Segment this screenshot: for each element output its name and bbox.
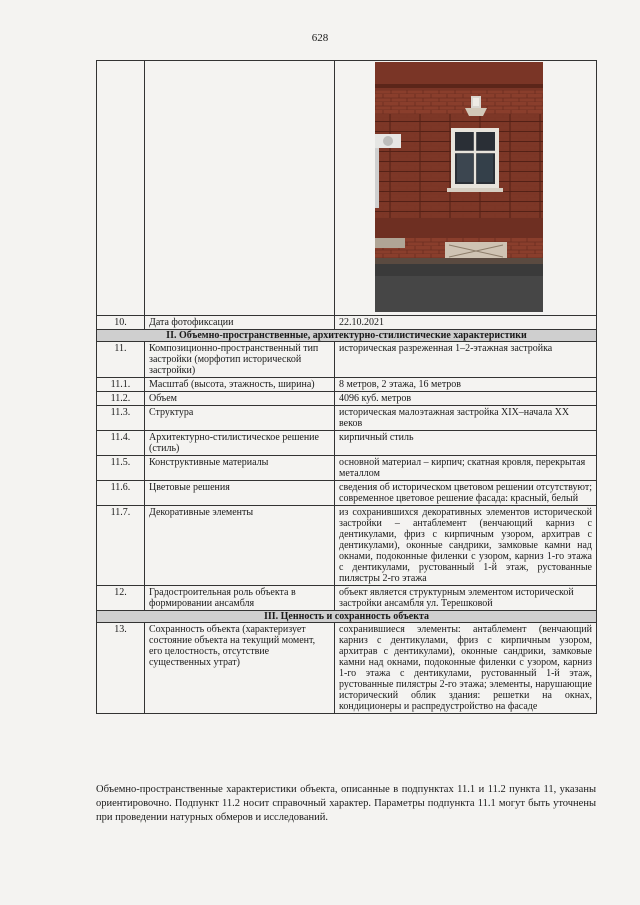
table-row	[97, 456, 597, 481]
section-header	[97, 330, 597, 342]
row-value: объект является структурным элементом исторической застройки ансамбля ул. Терешковой	[335, 586, 597, 611]
row-num: 10.	[97, 316, 145, 330]
row-value: 22.10.2021	[335, 316, 597, 330]
row-label: Конструктивные материалы	[145, 456, 335, 481]
photo-row	[97, 61, 597, 316]
row-value: из сохранившихся декоративных элементов исторической застройки – антаблемент (венчающий карниз с дентикулами, фриз с кирпичным узором, архитрав с дентикулами), оконные сандрики, замковые камни над окнами, подоконные филенки с узором, карниз 1-го этажа с дентикулами, рустованный 1-й этаж, рустованные пилястры 2-го этажа	[335, 506, 597, 586]
row-label: Дата фотофиксации	[145, 316, 335, 330]
table-row	[97, 316, 597, 330]
section-header	[97, 611, 597, 623]
row-value: кирпичный стиль	[335, 431, 597, 456]
section-title: II. Объемно-пространственные, архитектурно-стилистические характеристики	[97, 330, 597, 342]
table-row	[97, 623, 597, 714]
table-row	[97, 378, 597, 392]
row-num: 11.4.	[97, 431, 145, 456]
row-num: 11.	[97, 342, 145, 378]
row-value: сохранившиеся элементы: антаблемент (венчающий карниз с дентикулами, фриз с кирпичным узором, архитрав с дентикулами), оконные сандрики, замковые камни над окнами, подоконные филенки с узором, карниз 1-го этажа с дентикулами, рустованный 1-й этаж, рустованные пилястры 2-го этажа; элементы, нарушающие исторический облик здания: решетки на окнах, кондиционеры и распредустройство на фасаде	[335, 623, 597, 714]
row-label: Структура	[145, 406, 335, 431]
row-num: 11.2.	[97, 392, 145, 406]
row-num: 13.	[97, 623, 145, 714]
row-value: историческая малоэтажная застройка XIX–начала XX веков	[335, 406, 597, 431]
table-row	[97, 392, 597, 406]
building-facade-photo	[375, 62, 543, 312]
row-value: основной материал – кирпич; скатная кровля, перекрытая металлом	[335, 456, 597, 481]
object-characteristics-table	[96, 60, 597, 714]
row-label: Сохранность объекта (характеризует состояние объекта на текущий момент, его целостность, отсутствие существенных утрат)	[145, 623, 335, 714]
footnote: Объемно-пространственные характеристики объекта, описанные в подпунктах 11.1 и 11.2 пункта 11, указаны ориентировочно. Подпункт 11.2 носит справочный характер. Параметры подпункта 11.1 могут быть уточнены при проведении натурных обмеров и исследований.	[96, 784, 596, 823]
row-num: 11.3.	[97, 406, 145, 431]
row-label: Градостроительная роль объекта в формировании ансамбля	[145, 586, 335, 611]
row-label: Масштаб (высота, этажность, ширина)	[145, 378, 335, 392]
row-label: Композиционно-пространственный тип застройки (морфотип исторической застройки)	[145, 342, 335, 378]
table-row	[97, 586, 597, 611]
photo-row-label	[145, 61, 335, 316]
row-num: 11.6.	[97, 481, 145, 506]
row-label: Цветовые решения	[145, 481, 335, 506]
row-value: 8 метров, 2 этажа, 16 метров	[335, 378, 597, 392]
row-num: 11.7.	[97, 506, 145, 586]
photo-cell	[335, 61, 597, 316]
row-value: 4096 куб. метров	[335, 392, 597, 406]
table-row	[97, 506, 597, 586]
photo-row-num	[97, 61, 145, 316]
section-title: III. Ценность и сохранность объекта	[97, 611, 597, 623]
row-label: Архитектурно-стилистическое решение (стиль)	[145, 431, 335, 456]
row-label: Декоративные элементы	[145, 506, 335, 586]
row-num: 11.1.	[97, 378, 145, 392]
row-num: 11.5.	[97, 456, 145, 481]
table-row	[97, 406, 597, 431]
table-row	[97, 431, 597, 456]
row-value: историческая разреженная 1–2-этажная застройка	[335, 342, 597, 378]
page-number: 628	[311, 32, 329, 44]
row-label: Объем	[145, 392, 335, 406]
row-num: 12.	[97, 586, 145, 611]
row-value: сведения об историческом цветовом решении отсутствуют; современное цветовое решение фасада: красный, белый	[335, 481, 597, 506]
table-row	[97, 342, 597, 378]
table-row	[97, 481, 597, 506]
